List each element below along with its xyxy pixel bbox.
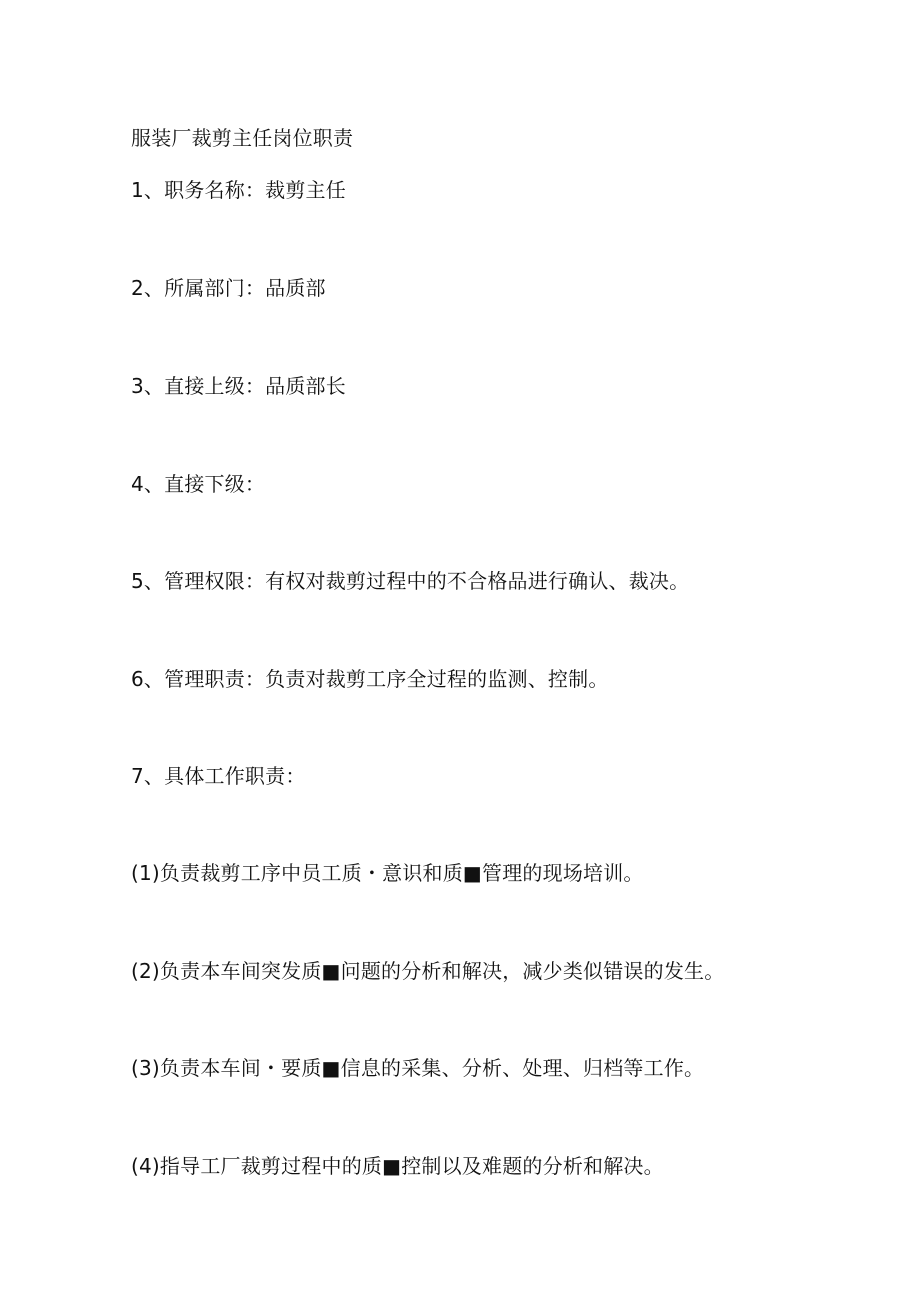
duty-item-4: (4)指导工厂裁剪过程中的质■控制以及难题的分析和解决。 <box>131 1154 664 1178</box>
duty-item-1: (1)负责裁剪工序中员工质・意识和质■管理的现场培训。 <box>131 861 644 885</box>
item-job-title: 1、职务名称：裁剪主任 <box>131 178 346 202</box>
item-specific-duties-heading: 7、具体工作职责： <box>131 764 306 788</box>
duty-item-3: (3)负责本车间・要质■信息的采集、分析、处理、归档等工作。 <box>131 1056 705 1080</box>
item-management-authority: 5、管理权限：有权对裁剪过程中的不合格品进行确认、裁决。 <box>131 569 690 593</box>
item-management-duties: 6、管理职责：负责对裁剪工序全过程的监测、控制。 <box>131 667 609 691</box>
document-title: 服装厂裁剪主任岗位职责 <box>131 126 354 150</box>
item-department: 2、所属部门：品质部 <box>131 276 326 300</box>
item-direct-subordinate: 4、直接下级： <box>131 472 266 496</box>
duty-item-2: (2)负责本车间突发质■问题的分析和解决，减少类似错误的发生。 <box>131 959 725 983</box>
item-direct-superior: 3、直接上级：品质部长 <box>131 374 346 398</box>
